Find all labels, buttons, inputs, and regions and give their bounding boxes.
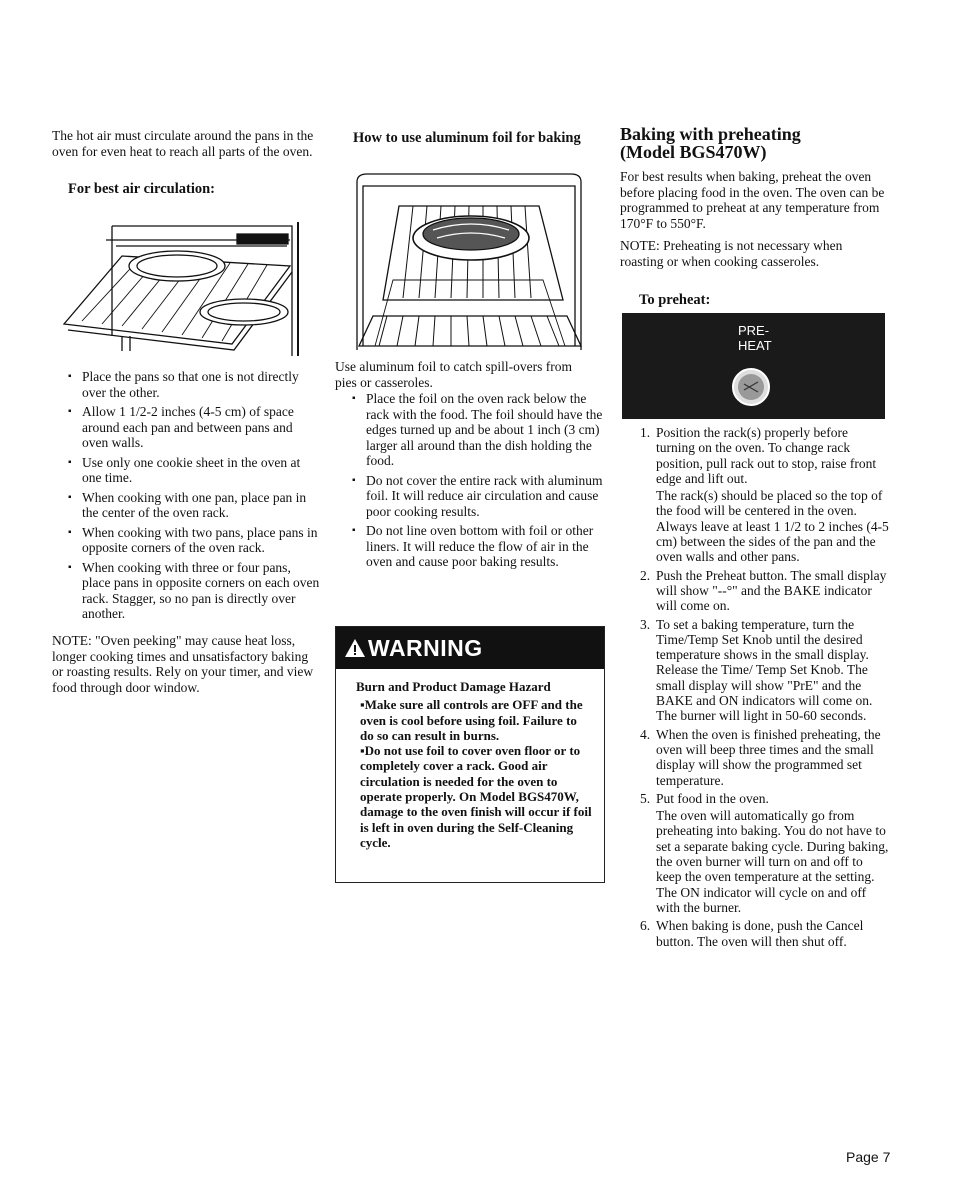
preheat-button-icon[interactable] [730,366,772,408]
warning-item: ▪Make sure all controls are OFF and the oven is cool before using foil. Failure to do so can result in burns. [360,697,583,743]
section-title-line1: Baking with preheating [620,124,801,144]
step-item: 5. Put food in the oven. The oven will automatically go from preheating into baking. You do not have to set a separate baking cycle. During baking, the oven burner will turn on and off to keep the oven temperature at the setting. The ON indicator will cycle on and off with the burner. [640,790,889,915]
bullet-item: ▪ Do not line oven bottom with foil or other liners. It will reduce the flow of air in the oven and cause poor baking results. [352,523,610,570]
foil-intro: Use aluminum foil to catch spill-overs from pies or casseroles. [335,359,572,390]
bullet-icon: ▪ [360,697,365,713]
warning-triangle-icon [344,638,366,658]
page-number: Page 7 [846,1149,891,1165]
bullet-item: ▪ When cooking with three or four pans, place pans in opposite corners on each oven rack. Stagger, so no pan is directly over another. [68,560,320,622]
section-title-line2: (Model BGS470W) [620,142,767,162]
bullet-item: ▪ Allow 1 1/2-2 inches (4-5 cm) of space around each pan and between pans and oven walls. [68,404,320,451]
preheat-label: PRE- HEAT [738,323,772,353]
step-item: 4. When the oven is finished preheating, the oven will beep three times and the small display will show the programmed set temperature. [640,726,881,788]
warning-label: WARNING [368,634,483,661]
bullet-item: ▪ Place the foil on the oven rack below the rack with the food. The foil should have the edges turned up and be about 1 inch (3 cm) larger all around than the dish holding the food. [352,391,610,469]
bullet-item: ▪ Do not cover the entire rack with aluminum foil. It will reduce air circulation and cause poor cooking results. [352,473,610,520]
oven-peeking-note: NOTE: "Oven peeking" may cause heat loss, longer cooking times and unsatisfactory baking or roasting results. Rely on your timer, and view food through door window. [52,633,314,695]
warning-title: Burn and Product Damage Hazard [356,679,551,694]
bullet-item: ▪ Use only one cookie sheet in the oven at one time. [68,455,320,486]
warning-body [336,669,604,858]
preheat-note: NOTE: Preheating is not necessary when roasting or when cooking casseroles. [620,238,843,269]
section-title [620,125,801,161]
step-item: 3. To set a baking temperature, turn the Time/Temp Set Knob until the desired temperature shows in the small display. Release the Time/ Temp Set Knob. The small display will show "PrE" and the BAKE and ON indicators will come on. The burner will light in 50-60 seconds. [640,616,873,724]
bullet-item: ▪ When cooking with two pans, place pans in opposite corners of the oven rack. [68,525,320,556]
step-item: 2. Push the Preheat button. The small display will show "--°" and the BAKE indicator will come on. [640,567,887,614]
aluminum-foil-heading: How to use aluminum foil for baking [353,130,581,146]
best-air-circulation-heading: For best air circulation: [68,181,215,197]
bullet-item: ▪ Place the pans so that one is not directly over the other. [68,369,320,400]
foil-rack-illustration [353,170,585,352]
two-pans-illustration [62,216,312,361]
foil-bullets [352,391,610,574]
preheat-intro: For best results when baking, preheat the oven before placing food in the oven. The oven can be programmed to preheat at any temperature from 170°F to 550°F. [620,169,885,231]
warning-box [335,626,605,883]
warning-item: ▪Do not use foil to cover oven floor or to completely cover a rack. Good air circulation is needed for the oven to operate properly. On Model BGS470W, damage to the oven finish will occur if foil is left in oven during the Self-Cleaning cycle. [360,743,592,850]
air-circulation-intro: The hot air must circulate around the pans in the oven for even heat to reach all parts of the oven. [52,128,314,159]
preheat-steps [640,425,890,952]
bullet-item: ▪ When cooking with one pan, place pan in the center of the oven rack. [68,490,320,521]
warning-header [336,627,604,669]
to-preheat-heading: To preheat: [639,292,711,308]
step-item: 1. Position the rack(s) properly before turning on the oven. To change rack position, pull rack out to stop, raise front edge and lift out. The rack(s) should be placed so the top of the food will be centered in the oven. Always leave at least 1 1/2 to 2 inches (4-5 cm) between the sides of the pan and the oven walls and other pans. [640,425,889,565]
preheat-control-panel [622,313,885,419]
air-circulation-bullets [68,369,320,626]
step-item: 6. When baking is done, push the Cancel button. The oven will then shut off. [640,918,864,949]
bullet-icon: ▪ [360,743,365,759]
